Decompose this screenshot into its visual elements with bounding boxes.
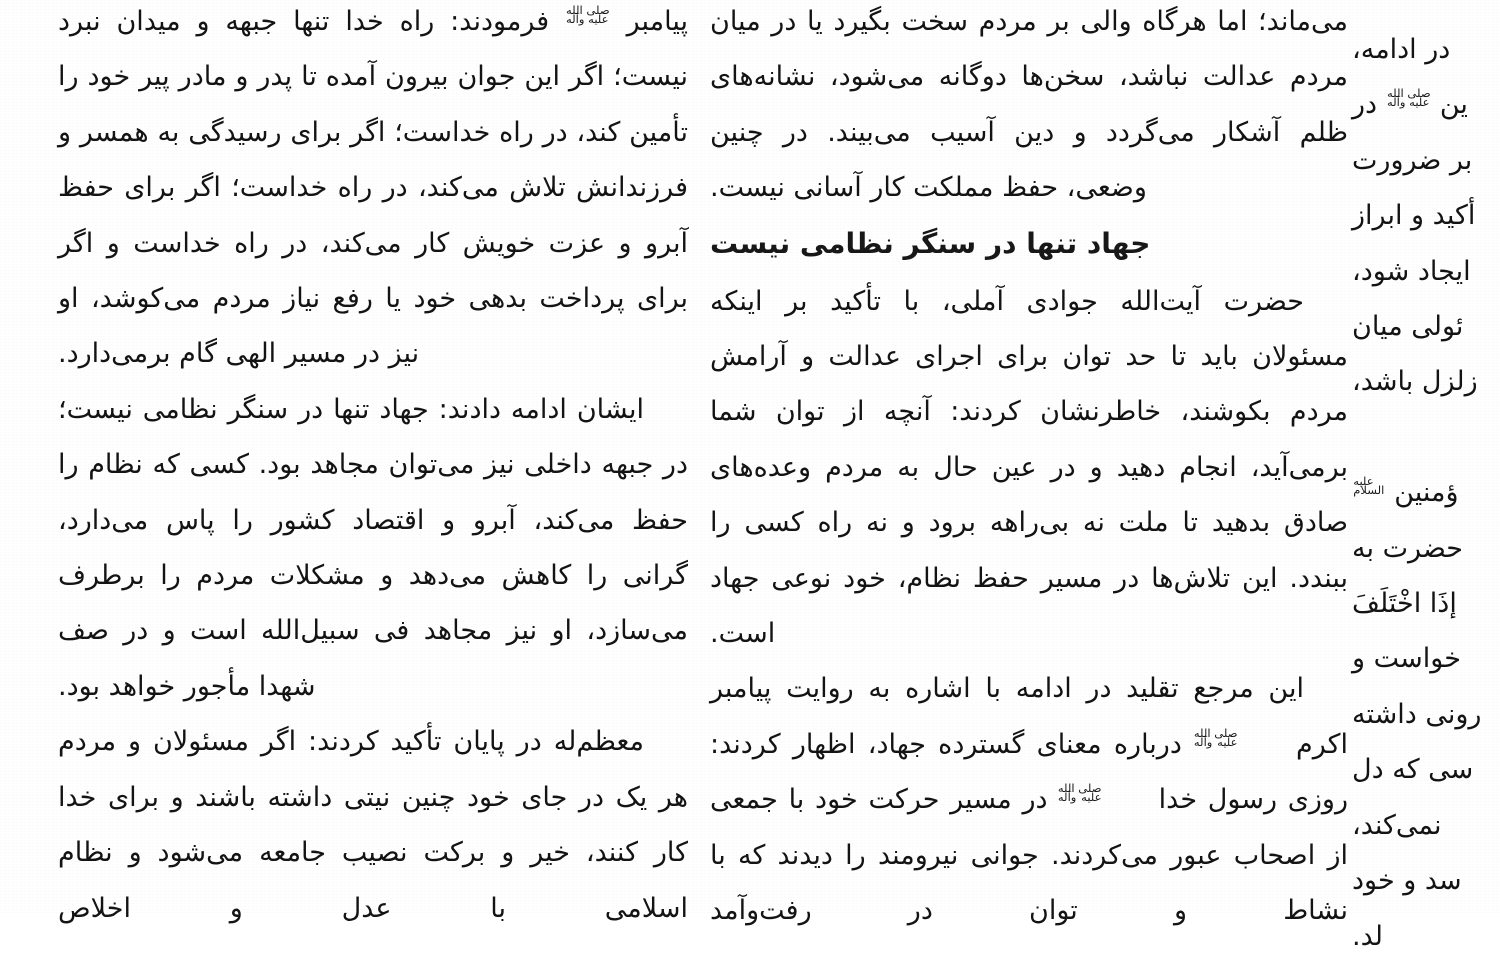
right-line: سی که دل [1352,754,1474,786]
paragraph-middle-3: این مرجع تقلید در ادامه با اشاره به روایت پیامبر اکرم صلى الله عليه وآله درباره معنای گسترده جهاد، اظهار کردند: روزی رسول خدا صلى الله عليه وآله در مسیر حرکت خود با جمعی از اصحاب عبور می‌کردند. جوانی نیرومند را دیدند که با نشاط و توان در رفت‌وآمد [710,673,1348,927]
right-line: سد و خود [1352,865,1462,897]
right-line: ین صلى الله عليه وآله در [1352,87,1468,121]
honorific-glyph: صلى الله عليه وآله [1058,781,1102,805]
right-line: ایجاد شود، [1352,255,1471,287]
right-line: حضرت به [1352,532,1463,564]
paragraph-left-3: معظم‌له در پایان تأکید کردند: اگر مسئولان و مردم هر یک در جای خود چنین نیتی داشته باشند و برای خدا کار کنند، خیر و برکت نصیب جامعه می‌شود و نظام اسلامی با عدل و اخلاص [58,726,688,924]
right-line: أکید و ابراز [1352,200,1476,232]
right-line: ؤمنین عليه السلام [1352,465,1500,520]
right-line: در ادامه، [1352,34,1451,65]
honorific-glyph: صلى الله عليه وآله [1386,87,1431,110]
right-line: رونی داشته [1352,698,1482,730]
text-column-left [58,0,688,936]
right-line: بر ضرورت [1352,144,1473,176]
text-column-right-partial [1352,22,1500,964]
honorific-glyph: عليه السلام [1353,474,1385,498]
honorific-glyph: صلى الله عليه وآله [1194,726,1238,749]
right-line: لد. [1352,920,1383,952]
text-column-middle [710,0,1348,939]
right-line: زلزل باشد، [1352,366,1478,398]
right-line: ئولی میان [1352,311,1464,343]
right-line: خواست و [1352,643,1461,675]
right-column-lines [1352,22,1500,964]
right-line: إذَا اخْتَلَفَ [1352,588,1457,620]
right-line-spacer [1352,410,1500,465]
paragraph-middle-1: می‌ماند؛ اما هرگاه والی بر مردم سخت بگیرد یا در میان مردم عدالت نباشد، سخن‌ها دوگانه می‌شود، نشانه‌های ظلم آشکار می‌گردد و دین آسیب می‌بیند. در چنین وضعی، حفظ مملکت کار آسانی نیست. [710,6,1348,204]
right-line: نمی‌کند، [1352,809,1442,841]
section-heading: جهاد تنها در سنگر نظامی نیست [710,226,1151,260]
honorific-glyph: صلى الله عليه وآله [566,3,610,26]
paragraph-left-1: پیامبر صلى الله عليه وآله فرمودند: راه خدا تنها جبهه و میدان نبرد نیست؛ اگر این جوان بیرون آمده تا پدر و مادر پیر خود را تأمین کند، در راه خداست؛ اگر برای رسیدگی به همسر و فرزندانش تلاش می‌کند، در راه خداست؛ اگر برای حفظ آبرو و عزت خویش کار می‌کند، در راه خداست و اگر برای پرداخت بدهی خود یا رفع نیاز مردم می‌کوشد، او نیز در مسیر الهی گام برمی‌دارد. [58,3,688,370]
paragraph-middle-2: حضرت آیت‌الله جوادی آملی، با تأکید بر اینکه مسئولان باید تا حد توان برای اجرای عدالت و آرامش مردم بکوشند، خاطرنشان کردند: آنچه از توان شما برمی‌آید، انجام دهید و در عین حال به مردم وعده‌های صادق بدهید تا ملت نه بی‌راهه برود و نه راه کسی را ببندد. این تلاش‌ها در مسیر حفظ نظام، خود نوعی جهاد است. [710,285,1348,650]
paragraph-left-2: ایشان ادامه دادند: جهاد تنها در سنگر نظامی نیست؛ در جبهه داخلی نیز می‌توان مجاهد بود. کسی که نظام را حفظ می‌کند، آبرو و اقتصاد کشور را پاس می‌دارد، گرانی را کاهش می‌دهد و مشکلات مردم را برطرف می‌سازد، او نیز مجاهد فی سبیل‌الله است و در صف شهدا مأجور خواهد بود. [58,393,688,702]
